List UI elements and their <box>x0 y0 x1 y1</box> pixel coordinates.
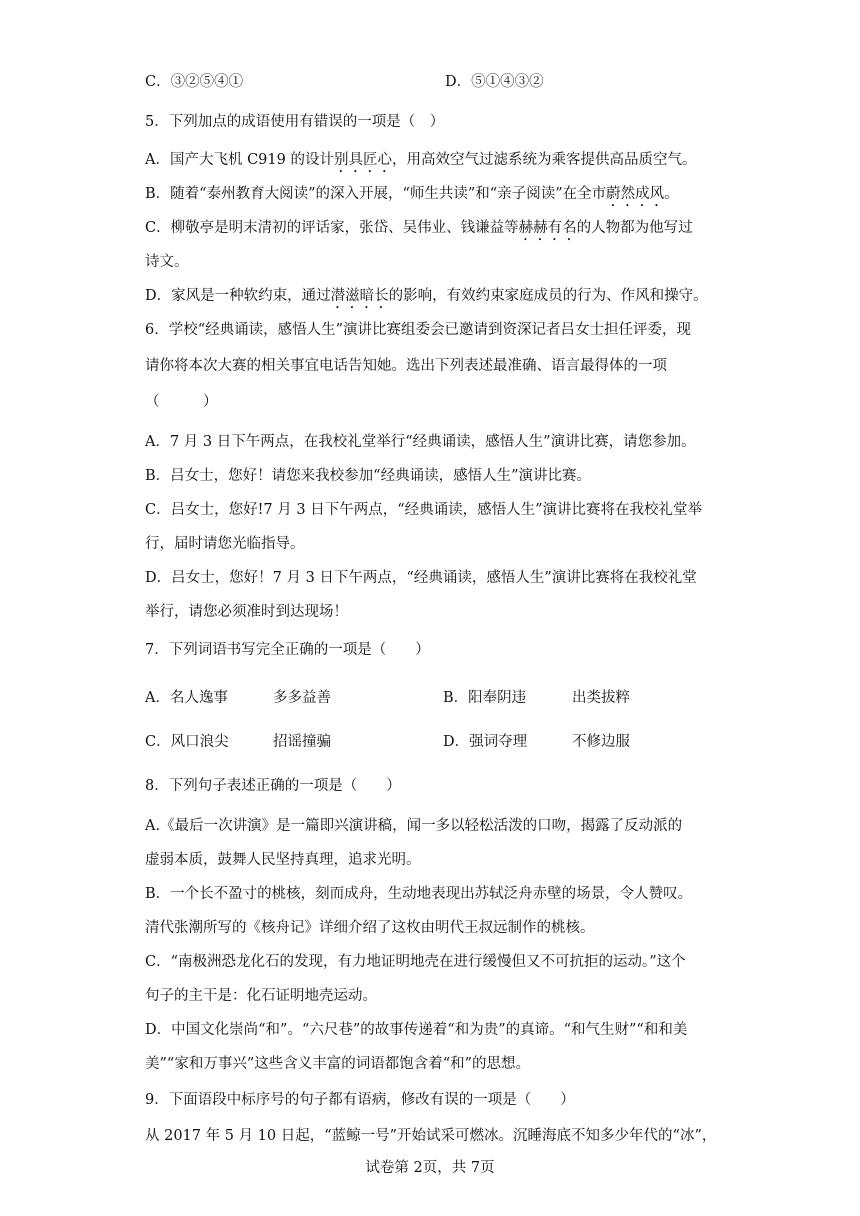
q5-a-text-pre: A．国产大飞机 C919 的设计 <box>145 152 334 168</box>
q5-option-c-continued: 诗文。 <box>145 254 189 270</box>
q7-option-d-word1: D．强词夺理 <box>443 734 528 750</box>
q6-option-b: B．吕女士，您好！请您来我校参加“经典诵读，感悟人生”演讲比赛。 <box>145 468 591 484</box>
q4-option-c: C．③②⑤④① <box>145 74 244 90</box>
q5-option-b <box>145 184 679 210</box>
q5-a-emphasis: 别具匠心 <box>333 152 392 168</box>
q8-option-b-line1: B．一个长不盈寸的桃核，刻而成舟，生动地表现出苏轼泛舟赤壁的场景，令人赞叹。 <box>145 886 693 902</box>
q6-option-c-line1: C．吕女士，您好!7 月 3 日下午两点，“经典诵读，感悟人生”演讲比赛将在我校礼堂举 <box>145 502 703 518</box>
q6-option-d-line1: D．吕女士，您好！7 月 3 日下午两点，“经典诵读，感悟人生”演讲比赛将在我校礼堂 <box>145 570 697 586</box>
q8-option-a-line1: A.《最后一次讲演》是一篇即兴演讲稿，闻一多以轻松活泼的口吻，揭露了反动派的 <box>145 818 683 834</box>
q5-c-emphasis: 赫赫有名 <box>518 220 577 236</box>
q7-option-b-word2: 出类拔粹 <box>572 690 630 706</box>
q5-b-text-pre: B．随着“泰州教育大阅读”的深入开展，“师生共读”和“亲子阅读”在全市 <box>145 186 607 202</box>
q7-stem: 7．下列词语书写完全正确的一项是（ ） <box>145 642 430 658</box>
q5-c-text-post: 的人物都为他写过 <box>576 220 693 236</box>
q8-option-c-line2: 句子的主干是：化石证明地壳运动。 <box>145 988 377 1004</box>
q7-option-b-word1: B．阳奉阴违 <box>443 690 527 706</box>
q5-stem: 5．下列加点的成语使用有错误的一项是（ ） <box>145 114 445 130</box>
q7-option-d-word2: 不修边服 <box>572 734 630 750</box>
q8-option-d-line2: 美”“家和万事兴”这些含义丰富的词语都饱含着“和”的思想。 <box>145 1056 531 1072</box>
q6-stem-line1: 6．学校“经典诵读，感悟人生”演讲比赛组委会已邀请到资深记者吕女士担任评委，现 <box>145 322 692 338</box>
q8-option-d-line1: D．中国文化崇尚“和”。“六尺巷”的故事传递着“和为贵”的真谛。“和气生财”“和和美 <box>145 1022 688 1038</box>
q8-option-b-line2: 清代张潮所写的《核舟记》详细介绍了这枚由明代王叔远制作的桃核。 <box>145 920 595 936</box>
q5-b-emphasis: 蔚然成风 <box>606 186 665 202</box>
q5-c-text-pre: C．柳敬亭是明末清初的评话家，张岱、吴伟业、钱谦益等 <box>145 220 519 236</box>
q6-option-d-line2: 举行，请您必须准时到达现场！ <box>145 604 348 620</box>
q4-option-d: D．⑤①④③② <box>445 74 544 90</box>
page-footer: 试卷第 2页，共 7页 <box>365 1160 495 1176</box>
q5-option-c <box>145 218 693 244</box>
q5-d-text-pre: D．家风是一种软约束，通过 <box>145 288 331 304</box>
q9-stem: 9．下面语段中标序号的句子都有语病，修改有误的一项是（ ） <box>145 1092 575 1108</box>
q8-option-a-line2: 虚弱本质，鼓舞人民坚持真理，追求光明。 <box>145 852 421 868</box>
q7-option-a-word1: A．名人逸事 <box>145 690 228 706</box>
q5-b-text-post: 。 <box>664 186 679 202</box>
q5-d-emphasis: 潜滋暗长 <box>330 288 389 304</box>
q7-option-c-word1: C．风口浪尖 <box>145 734 229 750</box>
q5-option-a <box>145 150 696 176</box>
q6-stem-line2: 请你将本次大赛的相关事宜电话告知她。选出下列表述最准确、语言最得体的一项 <box>145 358 667 374</box>
q5-d-text-post: 的影响，有效约束家庭成员的行为、作风和操守。 <box>388 288 708 304</box>
q5-a-text-post: ，用高效空气过滤系统为乘客提供高品质空气。 <box>391 152 697 168</box>
q6-option-c-line2: 行，届时请您光临指导。 <box>145 536 305 552</box>
q7-option-a-word2: 多多益善 <box>273 690 331 706</box>
q6-option-a: A．7 月 3 日下午两点，在我校礼堂举行“经典诵读，感悟人生”演讲比赛，请您参加。 <box>145 434 696 450</box>
q8-option-c-line1: C．“南极洲恐龙化石的发现，有力地证明地壳在进行缓慢但又不可抗拒的运动。”这个 <box>145 954 686 970</box>
q6-stem-line3: （ ） <box>145 394 218 410</box>
q9-paragraph-line1: 从 2017 年 5 月 10 日起，“蓝鲸一号”开始试采可燃冰。沉睡海底不知多少年代的“冰”， <box>145 1128 717 1144</box>
q7-option-c-word2: 招谣撞骗 <box>273 734 331 750</box>
q8-stem: 8．下列句子表述正确的一项是（ ） <box>145 778 401 794</box>
q5-option-d <box>145 286 708 312</box>
